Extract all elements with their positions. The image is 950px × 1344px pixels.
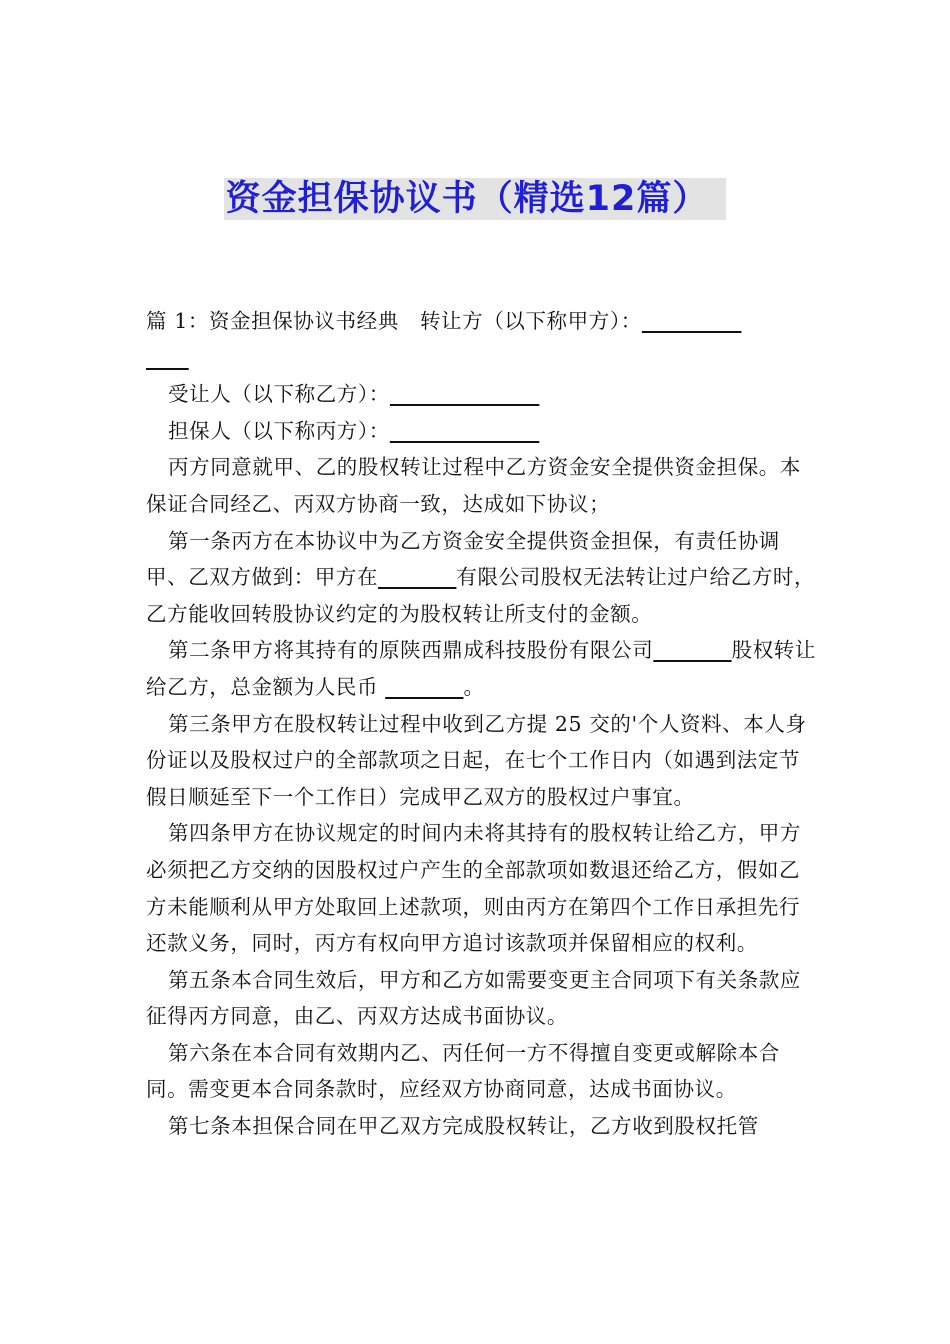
document-title: 资金担保协议书（精选12篇） bbox=[224, 178, 727, 220]
blank-company bbox=[378, 565, 456, 589]
paragraph-1: 篇 1：资金担保协议书经典 转让方（以下称甲方）： bbox=[146, 303, 816, 376]
blank-transferee bbox=[390, 382, 539, 406]
blank-amount bbox=[385, 675, 463, 699]
paragraph-2: 受让人（以下称乙方）： bbox=[146, 376, 816, 413]
blank-transferor-cont bbox=[146, 346, 189, 370]
paragraph-8: 第四条甲方在协议规定的时间内未将其持有的股权转让给乙方，甲方必须把乙方交纳的因股权过户产生的全部款项如数退还给乙方，假如乙方未能顺利从甲方处取回上述款项，则由丙方在第四个工作日承担先行还款义务，同时，丙方有权向甲方追讨该款项并保留相应的权利。 bbox=[146, 821, 801, 956]
paragraph-10: 第六条在本合同有效期内乙、丙任何一方不得擅自变更或解除本合同。需变更本合同条款时，应经双方协商同意，达成书面协议。 bbox=[146, 1040, 780, 1102]
paragraph-11: 第七条本担保合同在甲乙双方完成股权转让，乙方收到股权托管 bbox=[168, 1114, 759, 1139]
document-body bbox=[146, 303, 816, 1145]
blank-guarantor bbox=[390, 419, 539, 443]
paragraph-9: 第五条本合同生效后，甲方和乙方如需要变更主合同项下有关条款应征得丙方同意，由乙、丙双方达成书面协议。 bbox=[146, 967, 801, 1029]
paragraph-7: 第三条甲方在股权转让过程中收到乙方提 25 交的'个人资料、本人身份证以及股权过户的全部款项之日起，在七个工作日内（如遇到法定节假日顺延至下一个工作日）完成甲乙双方的股权过户事宜。 bbox=[146, 711, 807, 809]
title-wrap bbox=[0, 178, 950, 220]
paragraph-5: 第一条丙方在本协议中为乙方资金安全提供资金担保，有责任协调甲、乙双方做到：甲方在 有限公司股权无法转让过户给乙方时，乙方能收回转股协议约定的为股权转让所支付的金额。 bbox=[146, 528, 816, 626]
paragraph-6: 第二条甲方将其持有的原陕西鼎成科技股份有限公司 股权转让给乙方，总金额为人民币 。 bbox=[146, 638, 816, 699]
paragraph-4: 丙方同意就甲、乙的股权转让过程中乙方资金安全提供资金担保。本保证合同经乙、丙双方协商一致，达成如下协议； bbox=[146, 455, 801, 516]
blank-share bbox=[653, 638, 731, 662]
paragraph-3: 担保人（以下称丙方）： bbox=[146, 413, 816, 450]
blank-transferor bbox=[642, 309, 742, 333]
